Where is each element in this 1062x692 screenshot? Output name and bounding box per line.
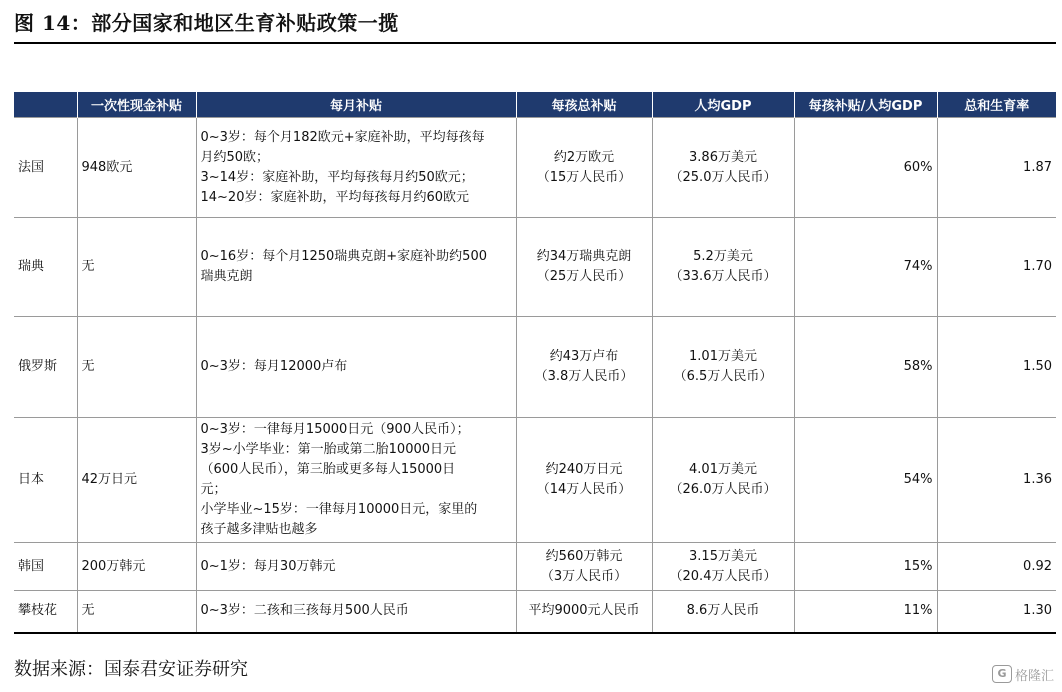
cell-tfr: 1.70 bbox=[937, 218, 1056, 317]
cell-total bbox=[516, 118, 652, 218]
cell-tfr: 1.50 bbox=[937, 317, 1056, 418]
total-line: （3万人民币） bbox=[540, 568, 628, 584]
monthly-line: 0~3岁：二孩和三孩每月500人民币 bbox=[200, 603, 409, 619]
total-line: （3.8万人民币） bbox=[534, 369, 634, 384]
gelonghui-logo-icon: G bbox=[992, 665, 1012, 683]
table-row bbox=[14, 591, 1056, 633]
header-subsidy-gdp-ratio: 每孩补贴/人均GDP bbox=[794, 92, 937, 118]
monthly-line: 3~14岁：家庭补助，平均每孩每月约50欧元； bbox=[200, 169, 474, 185]
monthly-line: 0~1岁：每月30万韩元 bbox=[200, 558, 336, 574]
total-line: 平均9000元人民币 bbox=[528, 603, 640, 619]
cell-gdp bbox=[652, 543, 794, 591]
cell-tfr: 1.87 bbox=[937, 118, 1056, 218]
table-row bbox=[14, 543, 1056, 591]
monthly-line: 月约50欧； bbox=[200, 149, 270, 165]
cell-gdp bbox=[652, 591, 794, 633]
cell-ratio: 60% bbox=[794, 118, 937, 218]
gdp-line: （26.0万人民币） bbox=[669, 482, 777, 497]
cell-tfr: 1.36 bbox=[937, 418, 1056, 543]
cell-one-time: 200万韩元 bbox=[77, 543, 196, 591]
monthly-line: 0~3岁：每个月182欧元+家庭补助，平均每孩每 bbox=[200, 129, 485, 145]
header-fertility-rate: 总和生育率 bbox=[937, 92, 1056, 118]
total-line: 约43万卢布 bbox=[549, 349, 619, 364]
watermark bbox=[992, 664, 1054, 684]
cell-region: 日本 bbox=[14, 418, 77, 543]
cell-total bbox=[516, 218, 652, 317]
cell-ratio: 11% bbox=[794, 591, 937, 633]
header-one-time-cash: 一次性现金补贴 bbox=[77, 92, 196, 118]
cell-monthly bbox=[196, 543, 516, 591]
monthly-line: 0~3岁：一律每月15000日元（900人民币）； bbox=[200, 422, 470, 437]
gdp-line: 3.15万美元 bbox=[689, 548, 757, 564]
gdp-line: 8.6万人民币 bbox=[686, 603, 760, 619]
cell-region: 俄罗斯 bbox=[14, 317, 77, 418]
cell-ratio: 54% bbox=[794, 418, 937, 543]
cell-total bbox=[516, 418, 652, 543]
subsidy-policy-table bbox=[14, 92, 1056, 634]
cell-monthly bbox=[196, 317, 516, 418]
header-region bbox=[14, 92, 77, 118]
gdp-line: 1.01万美元 bbox=[689, 349, 757, 364]
cell-one-time: 948欧元 bbox=[77, 118, 196, 218]
monthly-line: 元； bbox=[200, 482, 227, 497]
cell-gdp bbox=[652, 317, 794, 418]
cell-one-time: 42万日元 bbox=[77, 418, 196, 543]
monthly-line: 孩子越多津贴也越多 bbox=[200, 522, 318, 537]
cell-total bbox=[516, 543, 652, 591]
header-gdp-per-capita: 人均GDP bbox=[652, 92, 794, 118]
total-line: 约560万韩元 bbox=[545, 548, 623, 564]
table-row bbox=[14, 317, 1056, 418]
monthly-line: 14~20岁：家庭补助，平均每孩每月约60欧元 bbox=[200, 189, 470, 205]
cell-ratio: 15% bbox=[794, 543, 937, 591]
cell-total bbox=[516, 317, 652, 418]
cell-region: 韩国 bbox=[14, 543, 77, 591]
total-line: 约2万欧元 bbox=[553, 149, 615, 165]
figure-title: 图 14：部分国家和地区生育补贴政策一揽 bbox=[14, 6, 1056, 44]
header-monthly-subsidy: 每月补贴 bbox=[196, 92, 516, 118]
source-note: 数据来源：国泰君安证券研究 bbox=[14, 659, 248, 680]
cell-region: 瑞典 bbox=[14, 218, 77, 317]
cell-ratio: 58% bbox=[794, 317, 937, 418]
monthly-line: （600人民币），第三胎或更多每人15000日 bbox=[200, 462, 456, 477]
gdp-line: （25.0万人民币） bbox=[669, 169, 777, 185]
cell-one-time: 无 bbox=[77, 218, 196, 317]
cell-monthly bbox=[196, 418, 516, 543]
watermark-text: 格隆汇 bbox=[1014, 668, 1054, 684]
cell-gdp bbox=[652, 418, 794, 543]
cell-monthly bbox=[196, 218, 516, 317]
cell-ratio: 74% bbox=[794, 218, 937, 317]
cell-one-time: 无 bbox=[77, 591, 196, 633]
cell-one-time: 无 bbox=[77, 317, 196, 418]
table-row bbox=[14, 418, 1056, 543]
gdp-line: 3.86万美元 bbox=[689, 149, 757, 165]
table-header-row bbox=[14, 92, 1056, 118]
total-line: （15万人民币） bbox=[536, 169, 632, 185]
cell-gdp bbox=[652, 218, 794, 317]
total-line: 约240万日元 bbox=[545, 462, 623, 477]
cell-monthly bbox=[196, 118, 516, 218]
table-row bbox=[14, 118, 1056, 218]
gdp-line: （20.4万人民币） bbox=[669, 568, 777, 584]
total-line: （14万人民币） bbox=[536, 482, 632, 497]
table-row bbox=[14, 218, 1056, 317]
monthly-line: 0~16岁：每个月1250瑞典克朗+家庭补助约500 bbox=[200, 249, 487, 264]
cell-monthly bbox=[196, 591, 516, 633]
cell-tfr: 0.92 bbox=[937, 543, 1056, 591]
cell-region: 攀枝花 bbox=[14, 591, 77, 633]
cell-tfr: 1.30 bbox=[937, 591, 1056, 633]
monthly-line: 小学毕业~15岁：一律每月10000日元，家里的 bbox=[200, 502, 478, 517]
gdp-line: （6.5万人民币） bbox=[673, 369, 773, 384]
header-total-per-child: 每孩总补贴 bbox=[516, 92, 652, 118]
gdp-line: 4.01万美元 bbox=[689, 462, 757, 477]
total-line: 约34万瑞典克朗 bbox=[536, 249, 632, 264]
monthly-line: 3岁~小学毕业：第一胎或第二胎10000日元 bbox=[200, 442, 457, 457]
monthly-line: 0~3岁：每月12000卢布 bbox=[200, 359, 348, 374]
monthly-line: 瑞典克朗 bbox=[200, 269, 253, 284]
cell-total bbox=[516, 591, 652, 633]
cell-gdp bbox=[652, 118, 794, 218]
total-line: （25万人民币） bbox=[536, 269, 632, 284]
gdp-line: 5.2万美元 bbox=[693, 249, 753, 264]
cell-region: 法国 bbox=[14, 118, 77, 218]
gdp-line: （33.6万人民币） bbox=[669, 269, 777, 284]
